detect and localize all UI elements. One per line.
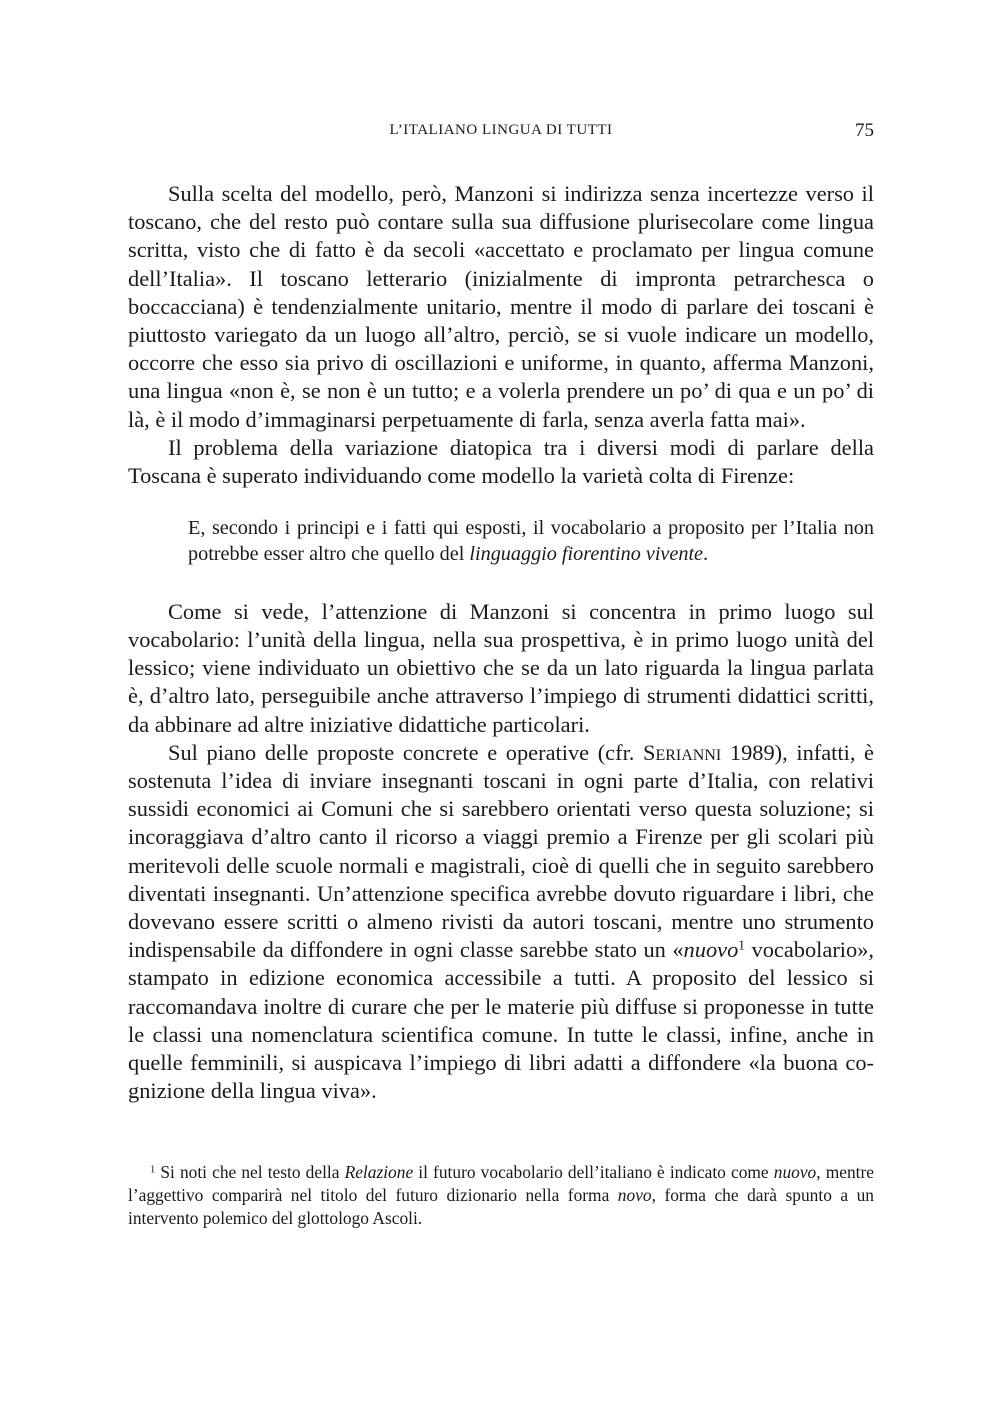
footnote-part4: , forma che darà spunto a un intervento polemico del glottologo Ascoli. bbox=[128, 1185, 874, 1228]
footnote-reference[interactable]: 1 bbox=[738, 937, 745, 953]
paragraph-4-part3: vocabolario», stampato in edizione economica accessibile a tutti. A proposito del lessico si raccomandava inoltre di curare che per le materie più diffuse si proponesse in tutte le classi una nomenclatura scientifica comune. In tutte le classi, infine, anche in quelle femminili, si auspicava l’impiego di libri adatti a diffondere «la buona cognizione della lingua viva». bbox=[128, 937, 874, 1104]
footnotes bbox=[128, 1161, 874, 1229]
body-text bbox=[128, 180, 874, 1105]
footnote-italic-relazione: Relazione bbox=[344, 1162, 414, 1183]
footnote-italic-nuovo: nuovo bbox=[773, 1162, 817, 1183]
paragraph-3: Come si vede, l’attenzione di Manzoni si concentra in primo luogo sul vocabolario: l’unità della lingua, nella sua prospettiva, è in primo luogo unità del lessico; viene individuato un obiettivo che se da un lato riguarda la lingua parlata è, d’altro lato, perseguibile anche attraverso l’impiego di strumenti didattici scritti, da abbinare ad altre iniziative didattiche particolari. bbox=[128, 598, 874, 737]
paragraph-4-part2: 1989), infatti, è sostenuta l’idea di inviare insegnanti toscani in ogni parte d’Italia, con relativi sussidi economici ai Comuni che si sarebbero orientati verso questa soluzione; si incoraggiava d’altro canto il ricorso a viaggi premio a Firenze per gli scolari più meritevoli delle scuole normali e magistrali, cioè di quelli che in seguito sarebbero diventati insegnanti. Un’attenzione specifica avrebbe dovuto riguardare i libri, che dovevano essere scritti o almeno rivisti da autori toscani, mentre uno strumento indispensabile da diffondere in ogni classe sarebbe stato un « bbox=[128, 739, 874, 963]
italic-word-nuovo: nuovo bbox=[683, 937, 739, 963]
paragraph-2: Il problema della variazione diatopica tra i diversi modi di parlare della Toscana è superato individuando come modello la varietà colta di Firenze: bbox=[128, 434, 874, 489]
footnote-part2: il futuro vocabolario dell’italiano è indicato come bbox=[413, 1162, 774, 1183]
book-page bbox=[128, 118, 874, 1229]
footnote-number: 1 bbox=[150, 1164, 156, 1176]
running-head bbox=[128, 118, 874, 152]
footnote-part3: , mentre l’aggettivo comparirà nel titolo del futuro dizionario nella forma bbox=[128, 1162, 875, 1206]
quote-italic: linguaggio fiorentino vivente bbox=[469, 543, 704, 566]
footnote-italic-novo: novo bbox=[617, 1185, 652, 1206]
running-title: L’ITALIANO LINGUA DI TUTTI bbox=[389, 122, 613, 138]
block-quote bbox=[188, 516, 874, 568]
quote-text: E, secondo i principi e i fatti qui esposti, il vocabolario a proposito per l’Italia non potrebbe esser altro che quello del bbox=[188, 517, 874, 566]
footnote-1 bbox=[128, 1161, 874, 1229]
page-number: 75 bbox=[855, 120, 874, 141]
paragraph-1: Sulla scelta del modello, però, Manzoni si indirizza senza incertezze verso il toscano, che del resto può contare sulla sua diffusione plurisecolare come lingua scritta, visto che di fatto è da secoli «accettato e proclamato per lingua comune dell’Italia». Il toscano letterario (inizialmente di impronta petrarchesca o boccacciana) è tendenzialmente unitario, mentre il modo di parlare dei toscani è piuttosto variegato da un luogo all’altro, perciò, se si vuole indicare un modello, occorre che esso sia privo di oscillazioni e uniforme, in quanto, afferma Manzoni, una lingua «non è, se non è un tutto; e a volerla prendere un po’ di qua e un po’ di là, è il modo d’immaginarsi perpetuamente di farla, senza averla fatta mai». bbox=[128, 181, 874, 432]
paragraph-4 bbox=[128, 739, 874, 1106]
author-citation: Serianni bbox=[643, 739, 722, 765]
quote-end: . bbox=[703, 543, 709, 566]
footnote-part1: Si noti che nel testo della bbox=[155, 1162, 345, 1183]
paragraph-4-part1: Sul piano delle proposte concrete e operative (cfr. bbox=[168, 739, 644, 765]
